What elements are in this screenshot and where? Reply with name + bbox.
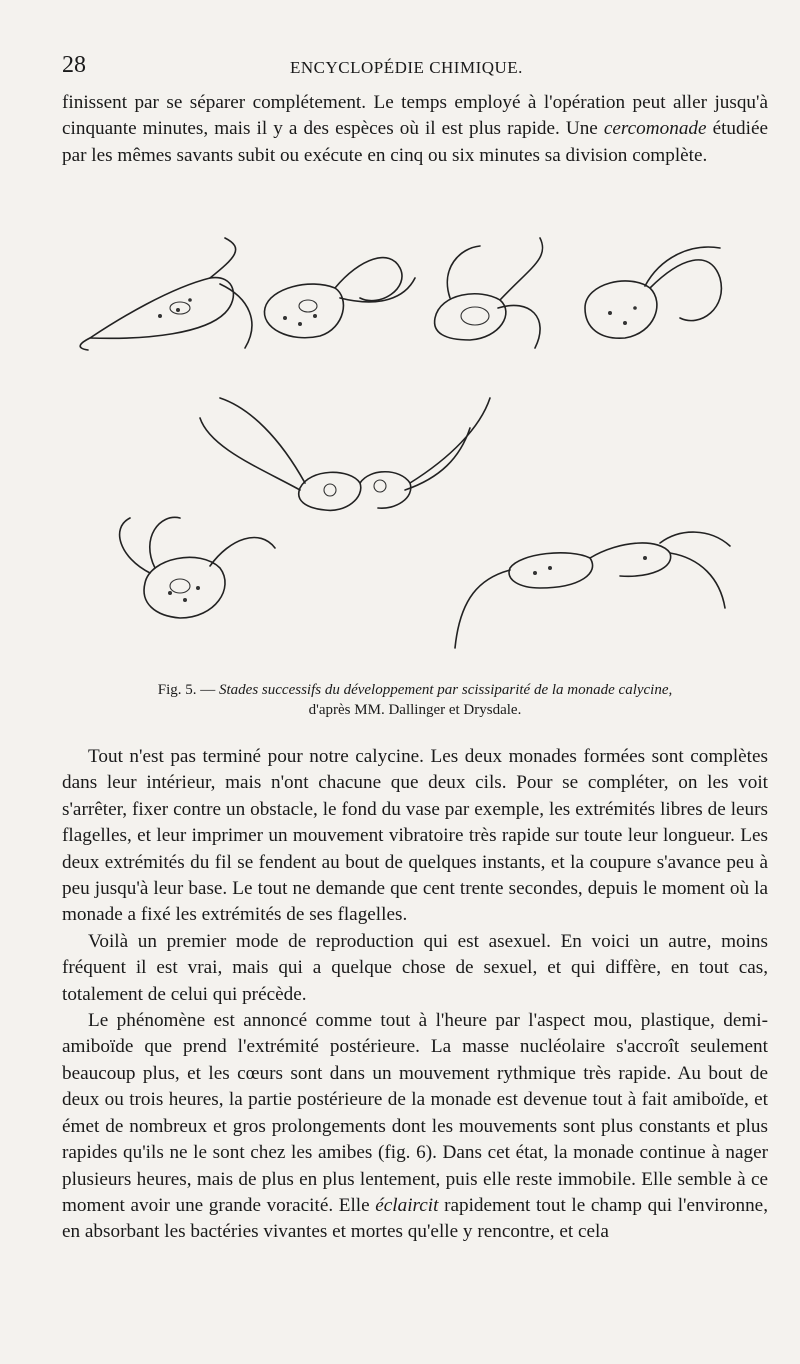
caption-line-1 [62, 680, 768, 700]
monad-separated-left [120, 517, 275, 618]
figure-title: Stades successifs du développement par scissiparité de la monade calycine, [219, 682, 673, 698]
paragraph: Voilà un premier mode de reproduction qui est asexuel. En voici un autre, moins fréquent il est vrai, mais qui a quelque chose de sexuel, et qui diffère, en tout cas, totalement de celui qui précède. [62, 930, 768, 1005]
monad-dividing [200, 398, 490, 510]
monad-separated-right [455, 532, 730, 648]
italic-term-cercomonade: cercomonade [603, 118, 707, 140]
last-paragraph-part2: rapidement tout le champ qui l'environne, en absorbant les bactéries vivantes et mortes qu'elle y rencontre, et cela [62, 1194, 768, 1243]
paragraph [62, 1008, 768, 1246]
monad-stage-1 [80, 238, 252, 350]
top-paragraph [62, 90, 768, 169]
paragraph: Tout n'est pas terminé pour notre calycine. Les deux monades formées sont complètes dans leur intérieur, mais n'ont chacune que deux cils. Pour se compléter, on les voit s'arrêter, fixer contre un obstacle, le fond du vase par exemple, les extrémités libres de leurs flagelles, et leur imprimer un mouvement vibratoire très rapide sur toute leur longueur. Les deux extrémités du fil se fendent au bout de quelques instants, et la coupure s'avance peu à peu jusqu'à leur base. Le tout ne demande que cent trente secondes, depuis le moment où la monade a fixé les extrémités de ses flagelles. [62, 746, 768, 926]
figure-illustration [60, 228, 780, 676]
monad-stage-2 [264, 258, 415, 338]
top-paragraph-part2: étudiée par les mêmes savants subit ou exécute en cinq ou six minutes sa division complète. [62, 118, 768, 166]
running-title: ENCYCLOPÉDIE CHIMIQUE. [290, 58, 523, 77]
continuation-paragraph [62, 90, 768, 169]
last-paragraph-part1: Le phénomène est annoncé comme tout à l'heure par l'aspect mou, plastique, demi-amiboïde que prend l'extrémité postérieure. La masse nucléolaire s'accroît seulement beaucoup plus, et les cœurs sont dans un mouvement rythmique très rapide. Au bout de deux ou trois heures, la partie postérieure de la monade est devenue tout à fait amiboïde, et émet de nombreux et gros prolongements dont les mouvements sont plus constants et plus rapides qu'ils ne le sont chez les amibes (fig. 6). Dans cet état, la monade continue à nager plusieurs heures, mais de plus en plus lentement, puis elle reste immobile. Elle semble à ce moment avoir une grande voracité. Elle [62, 1010, 768, 1216]
monad-stage-3 [435, 238, 543, 348]
italic-term-eclaircit: éclaircit [375, 1194, 439, 1216]
body-text [62, 744, 768, 1246]
page-number: 28 [62, 52, 86, 78]
monad-stage-4 [585, 247, 721, 338]
figure-label: Fig. 5. — [157, 682, 220, 698]
figure-credit: d'après MM. Dallinger et Drysdale. [308, 702, 522, 718]
figure-caption [62, 680, 768, 720]
page-header [62, 52, 762, 82]
top-paragraph-part1: finissent par se séparer complétement. Le temps employé à l'opération peut aller jusqu'à cinquante minutes, mais il y a des espèces où il est plus rapide. Une [62, 92, 768, 140]
